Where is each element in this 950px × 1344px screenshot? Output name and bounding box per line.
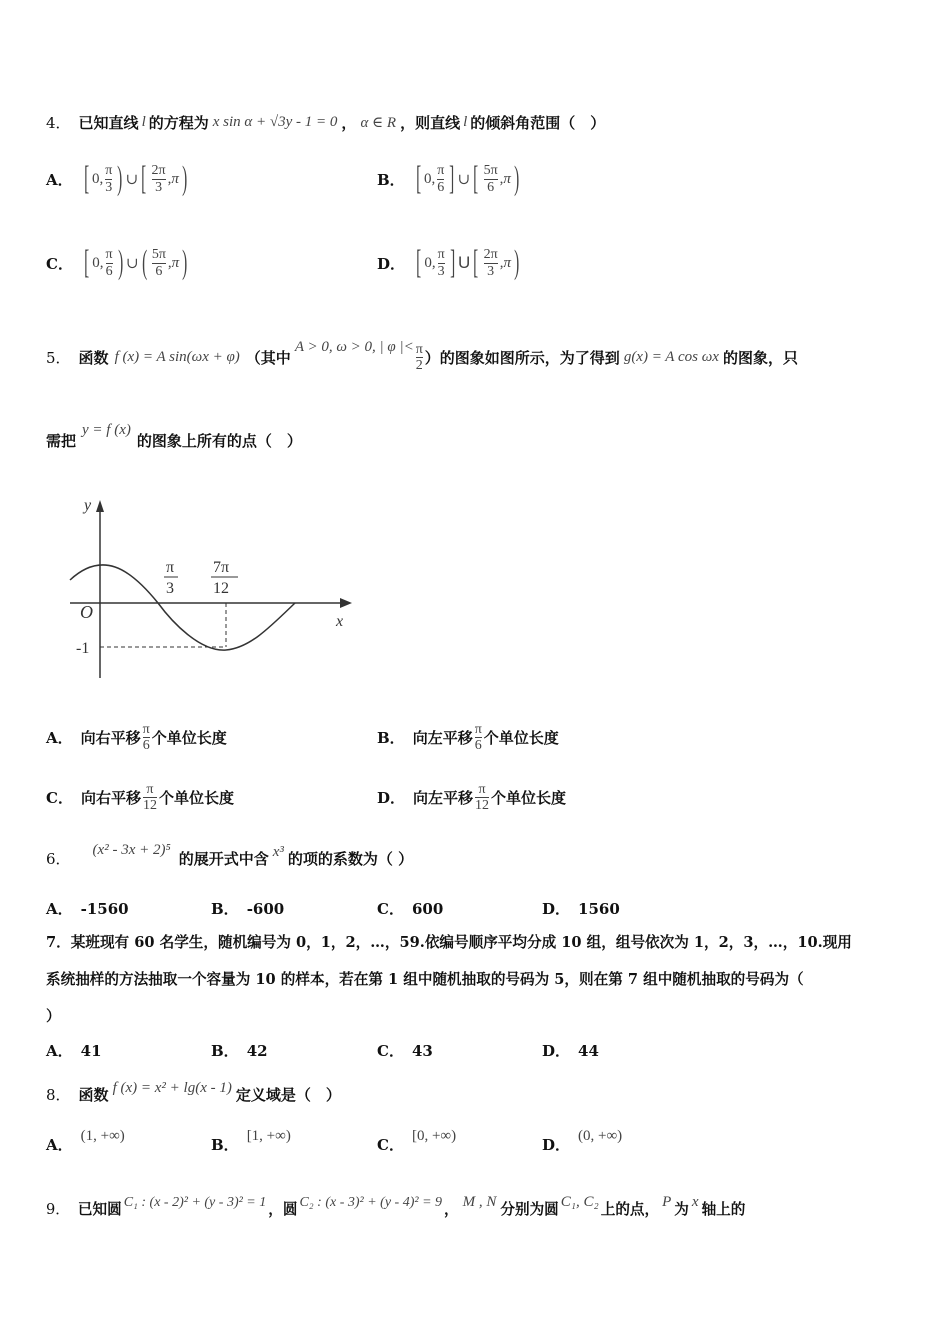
point-p: P — [662, 1194, 672, 1210]
fraction-denominator: 6 — [142, 738, 150, 754]
x-axis-symbol: x — [691, 1194, 699, 1210]
question-number: 8． — [46, 1086, 71, 1104]
stem-text: （其中 — [245, 349, 291, 368]
x-axis-label: x — [336, 613, 344, 630]
option-label: D． — [542, 1042, 571, 1060]
stem-text: 已知直线 — [78, 114, 139, 132]
question-number: 9． — [46, 1201, 70, 1218]
option-b[interactable] — [377, 722, 559, 754]
option-b[interactable]: B． [ 0 , $\frac{\pi}{6}$ ] ∪ [ $\frac{5\pi}{6}$ , π ) — [377, 160, 520, 197]
option-a[interactable] — [46, 1040, 102, 1061]
option-b[interactable] — [211, 898, 284, 919]
fraction-denominator: 2 — [415, 358, 423, 374]
tick-7pi-over-12-numerator: 7π — [213, 559, 230, 576]
question-6-stem — [46, 842, 414, 869]
option-label: B． — [211, 900, 239, 918]
stem-text: 函数 — [78, 1086, 109, 1104]
option-label: C． — [377, 900, 404, 918]
option-label: A． — [46, 1136, 73, 1154]
stem-text: 的项的系数为（ ） — [287, 850, 414, 868]
option-b[interactable] — [211, 1040, 268, 1061]
option-label: C． — [46, 789, 73, 808]
fraction — [438, 247, 445, 279]
option-value: -1560 — [80, 899, 129, 918]
option-d[interactable]: D． [ 0 , $\frac{\pi}{3}$ ] U [ $\frac{2\pi}{3}$ , π ) — [377, 244, 520, 281]
option-label: D． — [542, 900, 571, 918]
fraction-denominator: 3 — [105, 179, 113, 195]
tick-pi-over-3-numerator: π — [166, 559, 175, 576]
option-label: C． — [377, 1042, 404, 1060]
interval-bracket: ( — [141, 244, 147, 281]
stem-text: 的倾斜角范围（ ） — [470, 114, 606, 132]
option-label: D． — [377, 789, 406, 808]
fraction — [106, 247, 113, 279]
stem-text: 的方程为 — [148, 114, 209, 132]
question-4-stem — [46, 112, 605, 133]
fraction — [475, 782, 489, 814]
fraction — [143, 782, 157, 814]
question-8-stem — [46, 1080, 341, 1105]
stem-text: 为 — [674, 1201, 689, 1218]
fraction — [105, 163, 112, 195]
option-value: [1, +∞) — [246, 1128, 291, 1144]
tick-pi-over-3-denominator: 3 — [166, 580, 174, 597]
interval-bracket: ] — [449, 160, 455, 197]
option-text: 个单位长度 — [158, 789, 234, 808]
option-label: A． — [46, 170, 73, 189]
fraction-denominator: 3 — [487, 263, 495, 279]
stem-text: 的图象上所有的点（ ） — [136, 432, 302, 450]
stem-text: ） — [46, 1008, 61, 1025]
interval-bracket: [ — [416, 244, 422, 281]
question-9-stem — [46, 1194, 746, 1219]
option-c[interactable]: C． [ 0 , $\frac{\pi}{6}$ ) ∪ ( $\frac{5\pi}{6}$ , π ) — [46, 244, 188, 281]
option-text: 向左平移 — [413, 789, 474, 808]
interval-bracket: ) — [182, 244, 188, 281]
fraction-numerator: π — [146, 782, 154, 797]
union-symbol: U — [458, 253, 471, 272]
stem-text: ，则直线 — [400, 114, 461, 132]
interval-bracket: [ — [473, 160, 479, 197]
stem-text: 上的点， — [600, 1201, 660, 1218]
interval-bracket: ) — [514, 160, 520, 197]
fraction-denominator: 6 — [487, 179, 495, 195]
interval-start: 0 — [92, 254, 100, 271]
option-value: 44 — [578, 1041, 599, 1060]
fraction-numerator: 2π — [151, 163, 166, 179]
fraction — [152, 247, 166, 279]
option-a[interactable]: A． [ 0 , $\frac{\pi}{3}$ ) ∪ [ $\frac{2\pi}{3}$ , π ) — [46, 160, 188, 197]
alpha-condition: α ∈ R — [360, 115, 397, 131]
question-number: 6． — [46, 850, 71, 868]
option-text: 个单位长度 — [151, 729, 227, 748]
stem-text: 需把 — [46, 432, 77, 450]
fraction-numerator: π — [437, 163, 445, 179]
option-c[interactable] — [377, 898, 443, 919]
term-x-cubed: x³ — [272, 844, 284, 860]
fraction-numerator: π — [437, 247, 445, 263]
option-value: (0, +∞) — [578, 1128, 623, 1144]
option-d[interactable] — [377, 782, 566, 814]
question-number: 4． — [46, 114, 71, 132]
fraction — [484, 163, 498, 195]
interval-bracket: [ — [84, 244, 90, 281]
minus-one-label: -1 — [76, 640, 90, 657]
stem-text: 定义域是（ ） — [235, 1086, 341, 1104]
option-value: 42 — [246, 1041, 268, 1060]
fraction-numerator: 5π — [151, 247, 166, 263]
interval-bracket: [ — [473, 244, 479, 281]
union-symbol: ∪ — [125, 171, 139, 188]
option-text: 个单位长度 — [483, 729, 559, 748]
fraction-numerator: π — [474, 722, 482, 737]
fraction-denominator: 12 — [142, 798, 157, 814]
fraction-numerator: π — [415, 342, 423, 357]
interval-bracket: [ — [141, 160, 147, 197]
fraction-denominator: 6 — [105, 263, 113, 279]
union-symbol: ∪ — [125, 255, 139, 272]
interval-start: 0 — [424, 170, 432, 187]
interval-bracket: ) — [514, 244, 520, 281]
line-equation: x sin α + √3y - 1 = 0 — [212, 114, 338, 130]
stem-text: ， — [341, 114, 357, 132]
stem-text: 的展开式中含 — [178, 850, 269, 868]
line-symbol: l — [141, 114, 146, 130]
stem-text: ）的图象如图所示，为了得到 — [424, 349, 620, 368]
option-label: C． — [377, 1136, 404, 1154]
fraction-denominator: 6 — [437, 179, 445, 195]
option-text: 向右平移 — [80, 789, 141, 808]
option-b[interactable] — [211, 1128, 291, 1155]
stem-text: ， — [444, 1201, 459, 1218]
stem-text: 已知圆 — [77, 1201, 122, 1218]
option-label: A． — [46, 900, 73, 918]
stem-text: 系统抽样的方法抽取一个容量为 10 的样本，若在第 1 组中随机抽取的号码为 5，则在第 7 组中随机抽取的号码为（ — [46, 971, 804, 988]
function-expression: f (x) = x² + lg(x - 1) — [112, 1080, 232, 1096]
x-axis-arrow — [340, 598, 352, 608]
option-text: 个单位长度 — [491, 789, 567, 808]
circle-c2-equation: C₂ : (x - 3)² + (y - 4)² = 9 — [299, 1194, 443, 1210]
question-7-stem — [46, 924, 906, 1035]
question-5-stem — [46, 339, 798, 374]
option-c[interactable] — [46, 782, 234, 814]
option-value: [0, +∞) — [411, 1128, 457, 1144]
option-d[interactable] — [542, 1040, 599, 1061]
interval-bracket: ) — [117, 160, 123, 197]
interval-start: 0 — [91, 170, 100, 187]
stem-text: 函数 — [78, 349, 109, 368]
option-value: 43 — [411, 1041, 433, 1060]
option-c[interactable] — [377, 1040, 433, 1061]
interval-start: 0 — [424, 254, 432, 271]
union-symbol: ∪ — [457, 171, 471, 188]
y-axis-arrow — [96, 500, 104, 512]
points-m-n: M , N — [462, 1194, 497, 1210]
parameter-conditions: A > 0, ω > 0, | φ |< — [294, 339, 414, 356]
interval-end: π — [503, 254, 511, 271]
interval-bracket: ) — [117, 244, 123, 281]
option-value: 600 — [411, 899, 444, 918]
option-c[interactable] — [377, 1128, 457, 1155]
option-label: A． — [46, 1042, 73, 1060]
option-label: B． — [377, 170, 405, 189]
fraction — [437, 163, 444, 195]
binomial-expression: (x² - 3x + 2)⁵ — [92, 842, 171, 858]
fraction — [152, 163, 166, 195]
fraction-denominator: 3 — [155, 179, 163, 195]
interval-end: π — [503, 170, 511, 187]
stem-text: 轴上的 — [701, 1201, 746, 1218]
option-label: D． — [542, 1136, 571, 1154]
fraction-denominator: 6 — [474, 738, 482, 754]
interval-end: π — [171, 170, 179, 187]
option-label: B． — [377, 729, 405, 748]
option-value: (1, +∞) — [80, 1128, 125, 1144]
interval-bracket: [ — [415, 160, 421, 197]
fraction — [484, 247, 498, 279]
fraction-numerator: π — [105, 247, 113, 263]
interval-end: π — [171, 254, 180, 271]
fraction-numerator: π — [142, 722, 150, 737]
fraction — [475, 722, 482, 754]
option-text: 向左平移 — [412, 729, 473, 748]
question-5-stem-line2 — [46, 422, 302, 451]
option-a[interactable] — [46, 722, 227, 754]
option-a[interactable] — [46, 1128, 125, 1155]
fraction — [416, 342, 423, 374]
fraction-denominator: 12 — [475, 798, 490, 814]
option-label: A． — [46, 729, 73, 748]
option-value: -600 — [246, 899, 285, 918]
option-text: 向右平移 — [80, 729, 141, 748]
fraction-numerator: π — [105, 163, 113, 179]
circles-c1-c2: C₁, C₂ — [560, 1194, 599, 1210]
circle-c1-equation: C₁ : (x - 2)² + (y - 3)² = 1 — [123, 1194, 267, 1210]
option-label: B． — [211, 1042, 239, 1060]
function-graph — [60, 492, 360, 692]
question-number: 5． — [46, 349, 71, 368]
fraction-numerator: 5π — [483, 163, 498, 179]
stem-text: 的图象，只 — [722, 349, 798, 368]
option-d[interactable] — [542, 1128, 623, 1155]
function-expression: f (x) = A sin(ωx + φ) — [114, 349, 240, 366]
sine-curve — [70, 565, 295, 650]
option-label: D． — [377, 254, 406, 273]
option-value: 41 — [80, 1041, 102, 1060]
fraction — [143, 722, 150, 754]
fraction-numerator: 2π — [483, 247, 498, 263]
interval-bracket: ] — [449, 244, 455, 281]
tick-7pi-over-12-denominator: 12 — [213, 580, 229, 597]
option-label: C． — [46, 254, 73, 273]
function-expression: y = f (x) — [82, 422, 131, 438]
stem-text: ，圆 — [268, 1201, 298, 1218]
stem-text: 某班现有 60 名学生，随机编号为 0，1，2，…，59.依编号顺序平均分成 10 组，组号依次为 1，2，3，…，10.现用 — [70, 934, 852, 951]
fraction-denominator: 6 — [155, 263, 163, 279]
interval-bracket: [ — [83, 160, 89, 197]
option-a[interactable] — [46, 898, 129, 919]
line-symbol: l — [463, 114, 468, 130]
y-axis-label: y — [84, 497, 92, 514]
option-d[interactable] — [542, 898, 620, 919]
target-function: g(x) = A cos ωx — [623, 349, 719, 366]
stem-text: 分别为圆 — [500, 1201, 559, 1218]
option-label: B． — [211, 1136, 239, 1154]
option-value: 1560 — [578, 899, 620, 918]
interval-bracket: ) — [181, 160, 188, 197]
question-number: 7． — [46, 934, 71, 951]
fraction-numerator: π — [478, 782, 486, 797]
fraction-denominator: 3 — [437, 263, 445, 279]
origin-label: O — [80, 602, 93, 622]
